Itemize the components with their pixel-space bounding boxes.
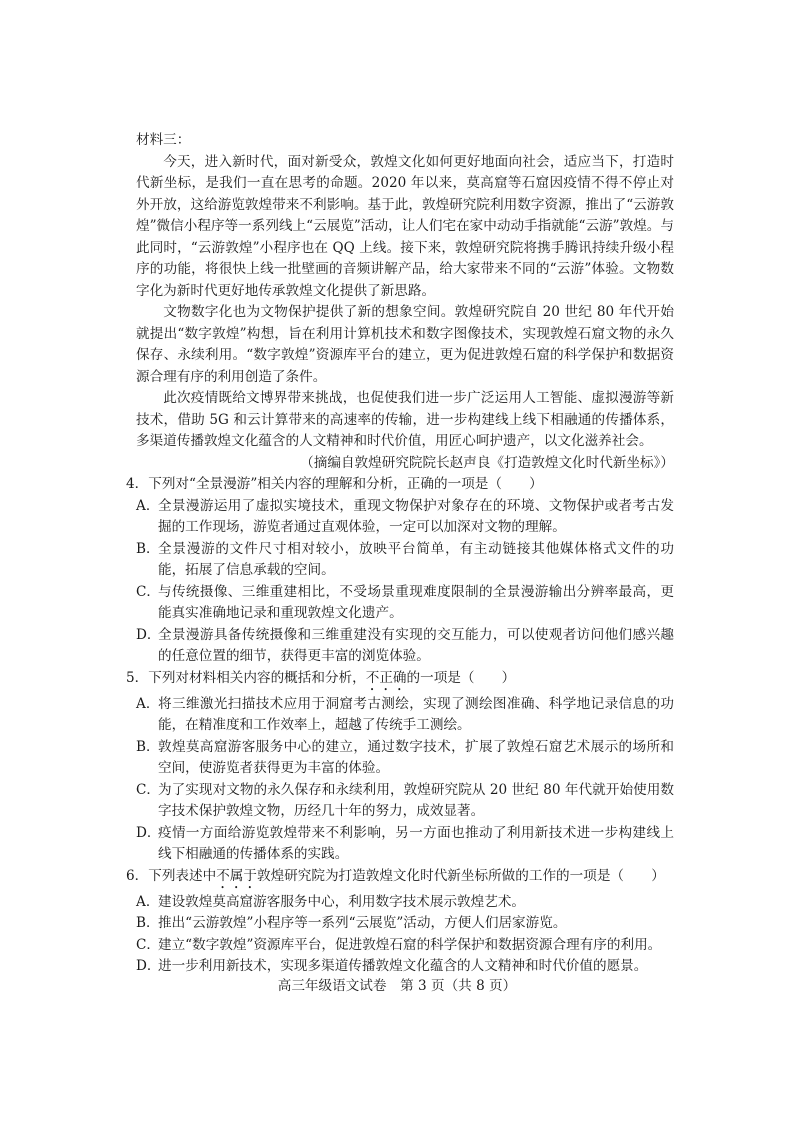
option-letter: C． [136, 781, 160, 798]
question-number: 6． [126, 867, 149, 884]
option-letter: C． [136, 936, 160, 953]
option-d[interactable] [136, 956, 674, 978]
option-text: 进一步利用新技术，实现多渠道传播敦煌文化蕴含的人文精神和时代价值的愿景。 [158, 958, 648, 974]
option-letter: A． [136, 893, 160, 910]
emphasized-text: 不正确 [365, 669, 407, 686]
page-footer: 高三年级语文试卷 第 3 页（共 8 页） [277, 978, 517, 994]
option-letter: C． [136, 583, 160, 600]
question-stem [126, 474, 674, 496]
question-number: 5． [126, 669, 149, 686]
material-paragraph: 此次疫情既给文博界带来挑战，也促使我们进一步广泛运用人工智能、虚拟漫游等新技术，借助 5G 和云计算带来的高速率的传输，进一步构建线上线下相融通的传播体系，多渠道传播敦煌文化蕴含的人文精神和时代价值，用匠心呵护遗产，以文化滋养社会。 [136, 390, 674, 449]
question-text-end: 敦煌研究院为打造敦煌文化时代新坐标所做的工作的一项是（ ） [257, 867, 665, 884]
question-4 [126, 474, 674, 668]
option-text: 疫情一方面给游览敦煌带来不利影响，另一方面也推动了利用新技术进一步构建线上线下相融通的传播体系的实践。 [158, 824, 674, 862]
option-text: 敦煌莫高窟游客服务中心的建立，通过数字技术，扩展了敦煌石窟艺术展示的场所和空间，使游览者获得更为丰富的体验。 [158, 738, 674, 776]
option-a[interactable] [136, 694, 674, 737]
option-letter: B． [136, 915, 160, 931]
option-letter: A． [136, 695, 160, 712]
question-text: 下列对“全景漫游”相关内容的理解和分析，正确的一项是（ ） [148, 476, 543, 492]
option-text: 为了实现对文物的永久保存和永续利用，敦煌研究院从 20 世纪 80 年代就开始使用数字技术保护敦煌文物，历经几十年的努力，成效显著。 [158, 781, 674, 819]
page-content [126, 130, 674, 978]
option-c[interactable] [136, 582, 674, 625]
material-paragraph: 今天，进入新时代，面对新受众，敦煌文化如何更好地面向社会，适应当下，打造时代新坐标，是我们一直在思考的命题。2020 年以来，莫高窟等石窟因疫情不得不停止对外开放，这给游览敦煌带来不利影响。基于此，敦煌研究院利用数字资源，推出了“云游敦煌”微信小程序等一系列线上“云展览”活动，让人们宅在家中动动手指就能“云游”敦煌。与此同时，“云游敦煌”小程序也在 QQ 上线。接下来，敦煌研究院将携手腾讯持续升级小程序的功能，将很快上线一批壁画的音频讲解产品，给大家带来不同的“云游”体验。文物数字化为新时代更好地传承敦煌文化提供了新思路。 [136, 153, 674, 299]
option-text: 建设敦煌莫高窟游客服务中心，利用数字技术展示敦煌艺术。 [158, 893, 526, 910]
option-a[interactable] [136, 496, 674, 539]
material-source: （摘编自敦煌研究院院长赵声良《打造敦煌文化时代新坐标》） [300, 454, 674, 471]
option-letter: D． [136, 824, 161, 841]
option-text: 建立“数字敦煌”资源库平台，促进敦煌石窟的科学保护和数据资源合理有序的利用。 [158, 936, 662, 953]
question-6 [126, 866, 674, 978]
option-b[interactable] [136, 913, 674, 935]
option-b[interactable] [136, 539, 674, 582]
option-letter: D． [136, 626, 161, 643]
option-text: 全景漫游的文件尺寸相对较小，放映平台简单，有主动链接其他媒体格式文件的功能，拓展了信息承载的空间。 [158, 540, 674, 578]
option-d[interactable] [136, 823, 674, 866]
question-stem [126, 866, 674, 892]
question-text: 下列对材料相关内容的概括和分析， [148, 669, 366, 686]
question-number: 4． [126, 476, 149, 492]
emphasized-text: 不属于 [216, 867, 257, 884]
option-text: 全景漫游运用了虚拟实境技术，重现文物保护对象存在的环境、文物保护或者考古发掘的工作现场，游览者通过直观体验，一定可以加深对文物的理解。 [158, 497, 674, 535]
option-text: 推出“云游敦煌”小程序等一系列“云展览”活动，方便人们居家游览。 [158, 915, 567, 931]
option-text: 全景漫游具备传统摄像和三维重建没有实现的交互能力，可以使观者访问他们感兴趣的任意位置的细节，获得更丰富的浏览体验。 [158, 626, 674, 664]
option-letter: B． [136, 540, 160, 557]
question-stem [126, 668, 674, 694]
question-text: 下列表述中 [148, 867, 217, 884]
question-text-end: 的一项是（ ） [406, 669, 516, 686]
option-a[interactable] [136, 892, 674, 914]
option-b[interactable] [136, 737, 674, 780]
option-c[interactable] [136, 780, 674, 823]
question-5 [126, 668, 674, 866]
option-letter: A． [136, 497, 160, 514]
option-d[interactable] [136, 625, 674, 668]
material-title: 材料三： [136, 132, 191, 148]
option-text: 与传统摄像、三维重建相比，不受场景重现难度限制的全景漫游输出分辨率最高，更能真实准确地记录和重现敦煌文化遗产。 [158, 583, 674, 621]
option-letter: D． [136, 958, 161, 974]
option-c[interactable] [136, 935, 674, 957]
material-paragraph: 文物数字化也为文物保护提供了新的想象空间。敦煌研究院自 20 世纪 80 年代开始就提出“数字敦煌”构想，旨在利用计算机技术和数字图像技术，实现敦煌石窟文物的永久保存、永续利用。“数字敦煌”资源库平台的建立，更为促进敦煌石窟的科学保护和数据资源合理有序的利用创造了条件。 [136, 304, 674, 385]
option-text: 将三维激光扫描技术应用于洞窟考古测绘，实现了测绘图准确、科学地记录信息的功能，在精准度和工作效率上，超越了传统手工测绘。 [158, 695, 674, 733]
option-letter: B． [136, 738, 160, 755]
